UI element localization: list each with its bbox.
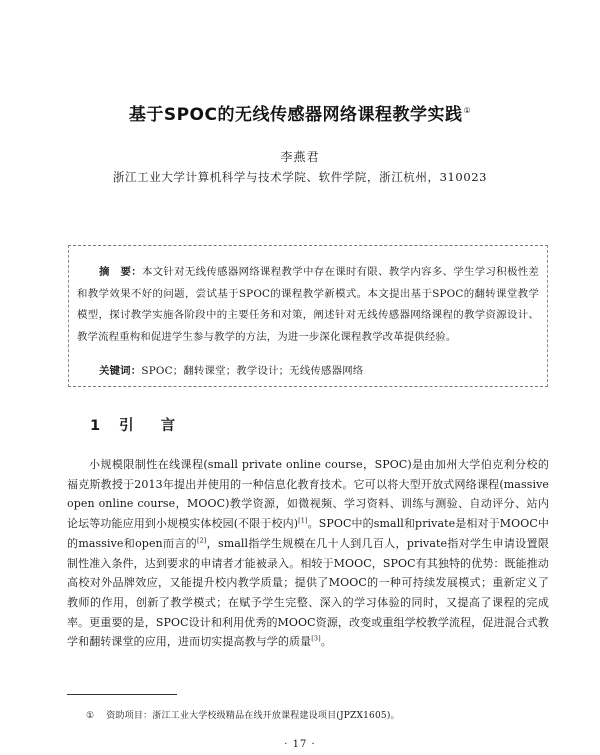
introduction-paragraph (67, 455, 549, 652)
footnote-divider (67, 694, 177, 695)
article-title (0, 100, 600, 125)
citation-ref-3[interactable]: [3] (311, 634, 321, 643)
intro-text-part2: 。SPOC中的small和private是相对于MOOC中的massive和open而言的 (67, 517, 549, 550)
abstract-label: 摘 要： (99, 266, 142, 278)
citation-ref-2[interactable]: [2] (196, 536, 207, 545)
section-title-part2: 言 (160, 418, 177, 434)
section-number: 1 (90, 418, 102, 434)
keywords-list: SPOC；翻转课堂；教学设计；无线传感器网络 (141, 365, 364, 377)
section-title-part1: 引 (119, 418, 135, 434)
section-heading (90, 414, 176, 435)
footnote-mark: ① (86, 711, 95, 721)
keywords-line (99, 362, 363, 377)
footnote-text: 资助项目：浙江工业大学校级精品在线开放课程建设项目(JPZX1605)。 (106, 711, 400, 721)
citation-ref-1[interactable]: [1] (298, 516, 308, 525)
article-title-text: 基于SPOC的无线传感器网络课程教学实践 (128, 105, 463, 125)
page-number: · 17 · (284, 739, 316, 750)
title-footnote-mark[interactable]: ① (463, 106, 472, 116)
intro-text-part3: ，small指学生规模在几十人到几百人，private指对学生申请设置限制性准入条件，达到要求的申请者才能被录入。相较于MOOC，SPOC有其独特的优势：既能推动高校对外品牌效应，又能提升校内教学质量；提供了MOOC的一种可持续发展模式；重新定义了教师的作用，创新了教学模式；在赋予学生完整、深入的学习体验的同时，又提高了课程的完成率。更重要的是，SPOC设计和利用优秀的MOOC资源，改变或重组学校教学流程，促进混合式教学和翻转课堂的应用，进而切实提高教与学的质量 (67, 536, 549, 649)
abstract-body: 本文针对无线传感器网络课程教学中存在课时有限、教学内容多、学生学习积极性差和教学效果不好的问题，尝试基于SPOC的课程教学新模式。本文提出基于SPOC的翻转课堂教学模型，探讨教学实施各阶段中的主要任务和对策，阐述针对无线传感器网络课程的教学资源设计、教学流程重构和促进学生参与教学的方法，为进一步深化课程教学改革提供经验。 (77, 266, 539, 343)
keywords-label: 关键词： (99, 365, 142, 377)
author-name: 李燕君 (280, 150, 320, 164)
abstract-paragraph (77, 262, 539, 348)
footnote (86, 708, 400, 721)
author-affiliation: 浙江工业大学计算机科学与技术学院、软件学院，浙江杭州，310023 (112, 170, 488, 184)
intro-text-part1: 小规模限制性在线课程(small private online course，SPOC)是由加州大学伯克利分校的福克斯教授于2013年提出并使用的一种信息化教育技术。它可以将大型开放式网络课程(massive open online course，MOOC)教学资源，如微视频、学习资料、训练与测验、自动评分、站内论坛等功能应用到小规模实体校园(不限于校内) (67, 458, 549, 531)
intro-text-part4: 。 (320, 635, 332, 649)
